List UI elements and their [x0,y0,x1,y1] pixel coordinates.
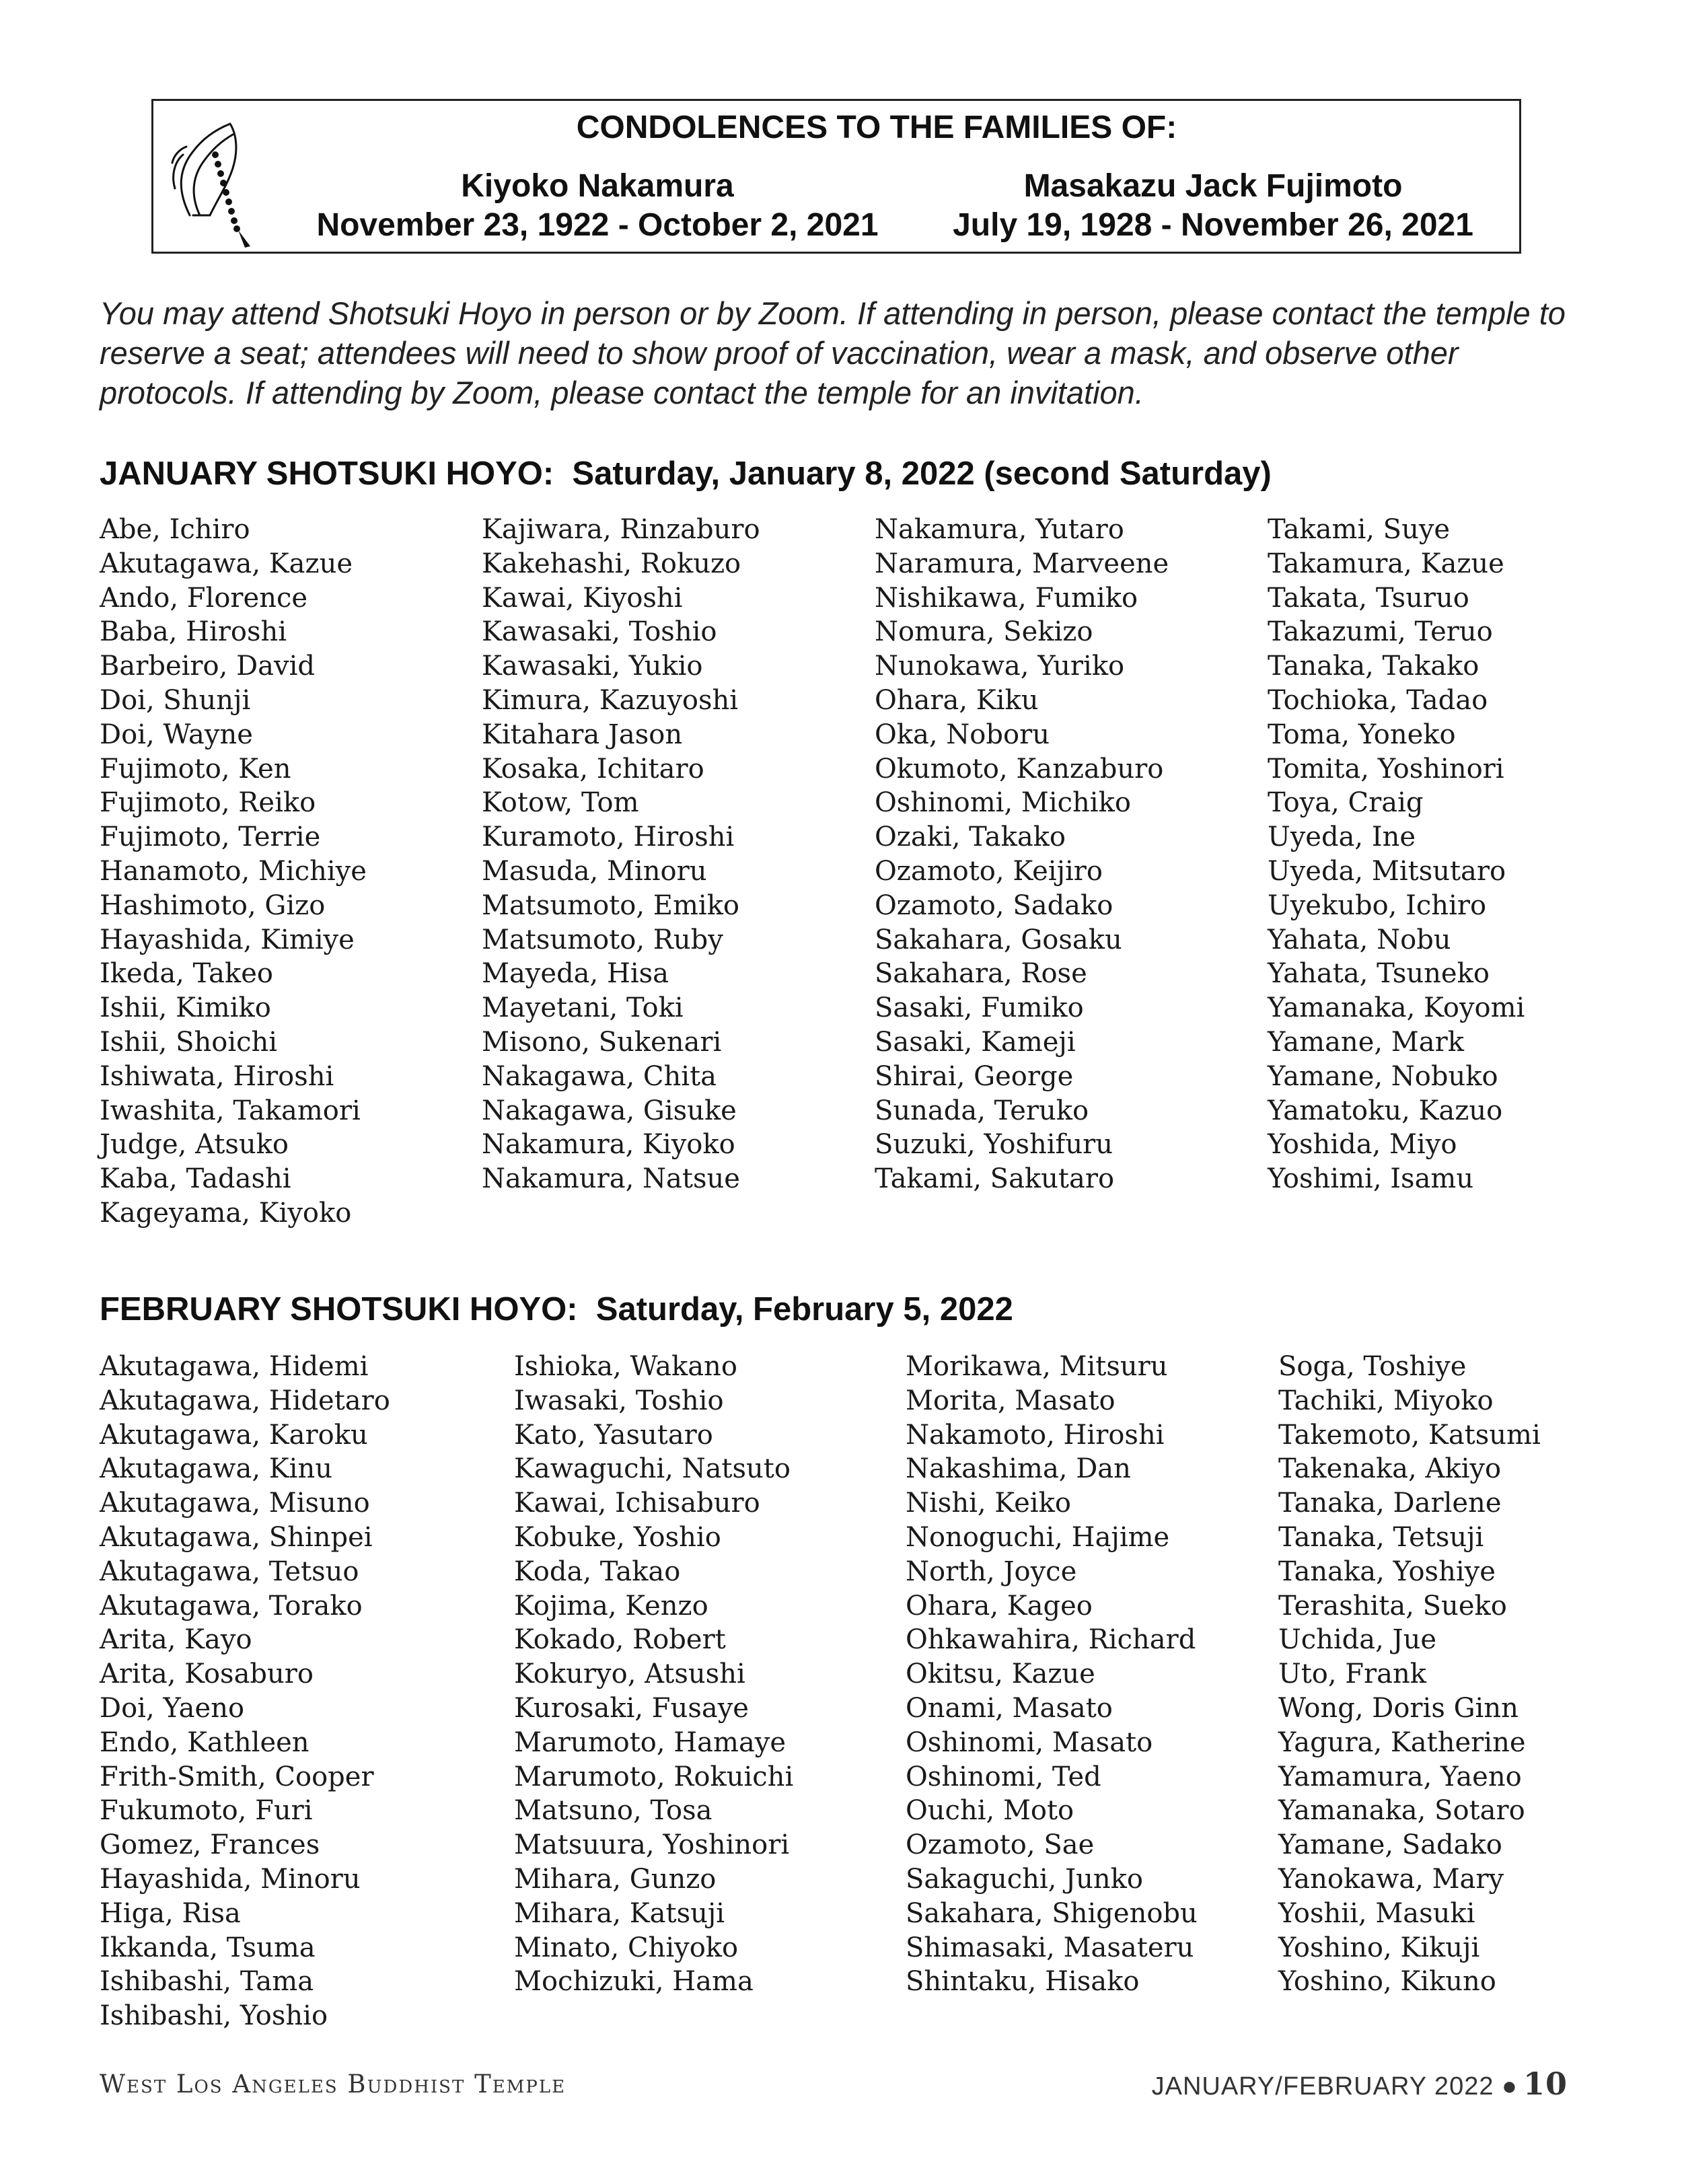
january-names-col-4 [1268,513,1525,1196]
memorial-name: Doi, Yaeno [100,1692,245,1724]
memorial-name: Ohara, Kiku [875,684,1039,716]
memorial-name: Oka, Noboru [875,719,1050,750]
memorial-name: Tanaka, Tetsuji [1278,1521,1484,1553]
memorial-name: Ishii, Shoichi [100,1026,278,1058]
memorial-name: Koda, Takao [514,1556,681,1587]
memorial-name: Kakehashi, Rokuzo [482,548,741,579]
memorial-name: Ando, Florence [100,582,308,614]
memorial-name: Fujimoto, Reiko [100,787,316,819]
memorial-name: Kotow, Tom [482,787,639,819]
memorial-name: Ozaki, Takako [875,822,1066,853]
memorial-name: Hayashida, Kimiye [100,924,355,955]
memorial-name: Kaba, Tadashi [100,1163,291,1195]
memorial-name: Doi, Wayne [100,719,253,750]
memorial-name: Matsumoto, Ruby [482,924,723,955]
memorial-name: Kato, Yasutaro [514,1419,713,1451]
memorial-name: Nakashima, Dan [906,1453,1131,1485]
memorial-name: Masuda, Minoru [482,855,707,887]
memorial-name: Morikawa, Mitsuru [906,1351,1168,1382]
memorial-name: Barbeiro, David [100,651,315,682]
memorial-name: Akutagawa, Kinu [100,1453,332,1485]
deceased-1-dates: November 23, 1922 - October 2, 2021 [316,207,879,243]
memorial-name: Uyeda, Mitsutaro [1268,855,1506,887]
memorial-name: Tanaka, Takako [1268,651,1479,682]
february-names-col-4 [1278,1350,1541,1999]
memorial-name: Kobuke, Yoshio [514,1521,721,1553]
memorial-name: Yamatoku, Kazuo [1268,1095,1503,1126]
memorial-name: Tachiki, Miyoko [1278,1385,1494,1416]
memorial-name: Tanaka, Yoshiye [1278,1556,1496,1587]
memorial-name: Takemoto, Katsumi [1278,1419,1541,1451]
memorial-name: Takenaka, Akiyo [1278,1453,1502,1485]
attendance-notice: You may attend Shotsuki Hoyo in person or by Zoom. If attending in person, please contact the temple to reserve a seat; attendees will need to show proof of vaccination, wear a mask, and observe other protocols. If attending by Zoom, please contact the temple for an invitation. [100,295,1566,410]
memorial-name: Endo, Kathleen [100,1726,309,1758]
memorial-name: Morita, Masato [906,1385,1116,1416]
memorial-name: Yamanaka, Sotaro [1278,1795,1525,1827]
memorial-name: Fujimoto, Ken [100,753,291,785]
memorial-name: Oshinomi, Masato [906,1726,1153,1758]
memorial-name: Mochizuki, Hama [514,1966,754,1998]
memorial-name: Tochioka, Tadao [1268,684,1488,716]
memorial-name: Nomura, Sekizo [875,616,1093,648]
memorial-name: Kosaka, Ichitaro [482,753,704,785]
memorial-name: Kuramoto, Hiroshi [482,822,735,853]
memorial-name: Ozamoto, Sadako [875,889,1113,921]
memorial-name: North, Joyce [906,1556,1077,1587]
january-names-col-3 [875,513,1169,1196]
memorial-name: Kawaguchi, Natsuto [514,1453,791,1485]
memorial-name: Ikkanda, Tsuma [100,1932,316,1963]
memorial-name: Nakagawa, Chita [482,1060,717,1092]
memorial-name: Nakagawa, Gisuke [482,1095,737,1126]
memorial-name: Yoshino, Kikuno [1278,1966,1496,1998]
condolences-title: CONDOLENCES TO THE FAMILIES OF: [576,110,1177,145]
memorial-name: Abe, Ichiro [100,514,250,545]
memorial-name: Misono, Sukenari [482,1026,722,1058]
memorial-name: Kojima, Kenzo [514,1590,708,1622]
memorial-name: Kajiwara, Rinzaburo [482,514,760,545]
page-number: 10 [1523,2066,1568,2102]
memorial-name: Uyeda, Ine [1268,822,1416,853]
memorial-name: Ishiwata, Hiroshi [100,1060,334,1092]
memorial-name: Shimasaki, Masateru [906,1932,1194,1963]
memorial-name: Uto, Frank [1278,1659,1427,1690]
memorial-name: Mayetani, Toki [482,992,684,1024]
memorial-name: Frith-Smith, Cooper [100,1761,374,1792]
january-names-col-2 [482,513,760,1196]
memorial-name: Sasaki, Kameji [875,1026,1076,1058]
memorial-name: Ozamoto, Keijiro [875,855,1103,887]
memorial-name: Ishioka, Wakano [514,1351,737,1382]
footer-issue-date: JANUARY/FEBRUARY 2022 ● [1151,2072,1518,2101]
memorial-name: Yamanaka, Koyomi [1268,992,1525,1024]
memorial-name: Iwasaki, Toshio [514,1385,724,1416]
memorial-name: Yoshimi, Isamu [1268,1163,1474,1195]
memorial-name: Yoshino, Kikuji [1278,1932,1480,1963]
footer-issue [1152,2066,1568,2102]
memorial-name: Hashimoto, Gizo [100,889,326,921]
memorial-name: Sakahara, Shigenobu [906,1897,1198,1929]
memorial-name: Mihara, Katsuji [514,1897,725,1929]
memorial-name: Oshinomi, Ted [906,1761,1101,1792]
memorial-name: Takazumi, Teruo [1268,616,1493,648]
memorial-name: Yoshida, Miyo [1268,1129,1457,1161]
memorial-name: Akutagawa, Hidemi [100,1351,369,1382]
memorial-name: Marumoto, Hamaye [514,1726,787,1758]
memorial-name: Baba, Hiroshi [100,616,287,648]
memorial-name: Hayashida, Minoru [100,1863,361,1895]
memorial-name: Uyekubo, Ichiro [1268,889,1487,921]
memorial-name: Judge, Atsuko [100,1129,289,1161]
memorial-name: Sakahara, Gosaku [875,924,1122,955]
deceased-2-name: Masakazu Jack Fujimoto [1023,168,1403,204]
memorial-name: Kokado, Robert [514,1624,726,1656]
memorial-name: Nakamura, Kiyoko [482,1129,735,1161]
memorial-name: Kokuryo, Atsushi [514,1659,745,1690]
deceased-1-name: Kiyoko Nakamura [461,168,734,204]
memorial-name: Soga, Toshiye [1278,1351,1467,1382]
memorial-name: Kageyama, Kiyoko [100,1197,352,1229]
memorial-name: Okitsu, Kazue [906,1659,1095,1690]
memorial-name: Iwashita, Takamori [100,1095,361,1126]
memorial-name: Marumoto, Rokuichi [514,1761,794,1792]
memorial-name: Ohkawahira, Richard [906,1624,1196,1656]
memorial-name: Arita, Kayo [100,1624,252,1656]
february-names-col-1 [100,1350,390,2033]
memorial-name: Kawai, Kiyoshi [482,582,683,614]
memorial-name: Toma, Yoneko [1268,719,1456,750]
january-heading: JANUARY SHOTSUKI HOYO: Saturday, January 8, 2022 (second Saturday) [100,456,1272,492]
memorial-name: Nishikawa, Fumiko [875,582,1138,614]
memorial-name: Tanaka, Darlene [1278,1488,1502,1519]
memorial-name: Matsumoto, Emiko [482,889,740,921]
memorial-name: Naramura, Marveene [875,548,1169,579]
memorial-name: Akutagawa, Karoku [100,1419,368,1451]
memorial-name: Ishii, Kimiko [100,992,271,1024]
memorial-name: Takamura, Kazue [1268,548,1504,579]
memorial-name: Kitahara Jason [482,719,683,750]
memorial-name: Arita, Kosaburo [100,1659,314,1690]
memorial-name: Nishi, Keiko [906,1488,1071,1519]
memorial-name: Yamane, Nobuko [1268,1060,1498,1092]
memorial-name: Hanamoto, Michiye [100,855,367,887]
memorial-name: Akutagawa, Torako [100,1590,363,1622]
footer-temple-name: West Los Angeles Buddhist Temple [100,2070,566,2099]
memorial-name: Yamamura, Yaeno [1278,1761,1522,1792]
memorial-name: Suzuki, Yoshifuru [875,1129,1113,1161]
february-names-col-2 [514,1350,793,1999]
memorial-name: Nunokawa, Yuriko [875,651,1125,682]
memorial-name: Tomita, Yoshinori [1268,753,1504,785]
memorial-name: Sunada, Teruko [875,1095,1089,1126]
memorial-name: Sakahara, Rose [875,958,1087,990]
february-heading: FEBRUARY SHOTSUKI HOYO: Saturday, February 5, 2022 [100,1291,1013,1327]
deceased-2 [914,167,1512,245]
memorial-name: Nakamura, Yutaro [875,514,1124,545]
memorial-name: Akutagawa, Misuno [100,1488,370,1519]
memorial-name: Toya, Craig [1268,787,1424,819]
memorial-name: Sakaguchi, Junko [906,1863,1143,1895]
memorial-name: Yamane, Sadako [1278,1829,1502,1861]
memorial-name: Yagura, Katherine [1278,1726,1526,1758]
memorial-name: Fujimoto, Terrie [100,822,321,853]
memorial-name: Nakamoto, Hiroshi [906,1419,1165,1451]
memorial-name: Akutagawa, Hidetaro [100,1385,390,1416]
memorial-name: Wong, Doris Ginn [1278,1692,1519,1724]
condolences-box [151,99,1521,254]
memorial-name: Kawasaki, Yukio [482,651,703,682]
memorial-name: Nakamura, Natsue [482,1163,740,1195]
memorial-name: Onami, Masato [906,1692,1113,1724]
memorial-name: Akutagawa, Kazue [100,548,353,579]
memorial-name: Shirai, George [875,1060,1074,1092]
memorial-name: Ikeda, Takeo [100,958,274,990]
memorial-name: Ishibashi, Tama [100,1966,314,1998]
memorial-name: Takami, Sakutaro [875,1163,1115,1195]
memorial-name: Matsuura, Yoshinori [514,1829,790,1861]
memorial-name: Shintaku, Hisako [906,1966,1140,1998]
january-names-col-1 [100,513,367,1231]
memorial-name: Uchida, Jue [1278,1624,1437,1656]
memorial-name: Mayeda, Hisa [482,958,669,990]
memorial-name: Sasaki, Fumiko [875,992,1084,1024]
memorial-name: Akutagawa, Shinpei [100,1521,373,1553]
deceased-2-dates: July 19, 1928 - November 26, 2021 [953,207,1473,243]
memorial-name: Oshinomi, Michiko [875,787,1131,819]
memorial-name: Yamane, Mark [1268,1026,1464,1058]
memorial-name: Kurosaki, Fusaye [514,1692,749,1724]
memorial-name: Yahata, Tsuneko [1268,958,1490,990]
memorial-name: Kawasaki, Toshio [482,616,717,648]
memorial-name: Fukumoto, Furi [100,1795,313,1827]
memorial-name: Ozamoto, Sae [906,1829,1095,1861]
memorial-name: Gomez, Frances [100,1829,320,1861]
memorial-name: Takami, Suye [1268,514,1451,545]
memorial-name: Takata, Tsuruo [1268,582,1469,614]
memorial-name: Higa, Risa [100,1897,241,1929]
memorial-name: Akutagawa, Tetsuo [100,1556,359,1587]
memorial-name: Terashita, Sueko [1278,1590,1507,1622]
february-names-col-3 [906,1350,1198,1999]
memorial-name: Okumoto, Kanzaburo [875,753,1164,785]
memorial-name: Ouchi, Moto [906,1795,1074,1827]
deceased-1 [295,167,900,245]
memorial-name: Kawai, Ichisaburo [514,1488,760,1519]
memorial-name: Yanokawa, Mary [1278,1863,1504,1895]
memorial-name: Matsuno, Tosa [514,1795,712,1827]
memorial-name: Yoshii, Masuki [1278,1897,1475,1929]
memorial-name: Doi, Shunji [100,684,251,716]
memorial-name: Minato, Chiyoko [514,1932,739,1963]
memorial-name: Nonoguchi, Hajime [906,1521,1170,1553]
memorial-name: Mihara, Gunzo [514,1863,717,1895]
memorial-name: Yahata, Nobu [1268,924,1451,955]
memorial-name: Ohara, Kageo [906,1590,1093,1622]
memorial-name: Kimura, Kazuyoshi [482,684,739,716]
memorial-name: Ishibashi, Yoshio [100,2000,328,2032]
